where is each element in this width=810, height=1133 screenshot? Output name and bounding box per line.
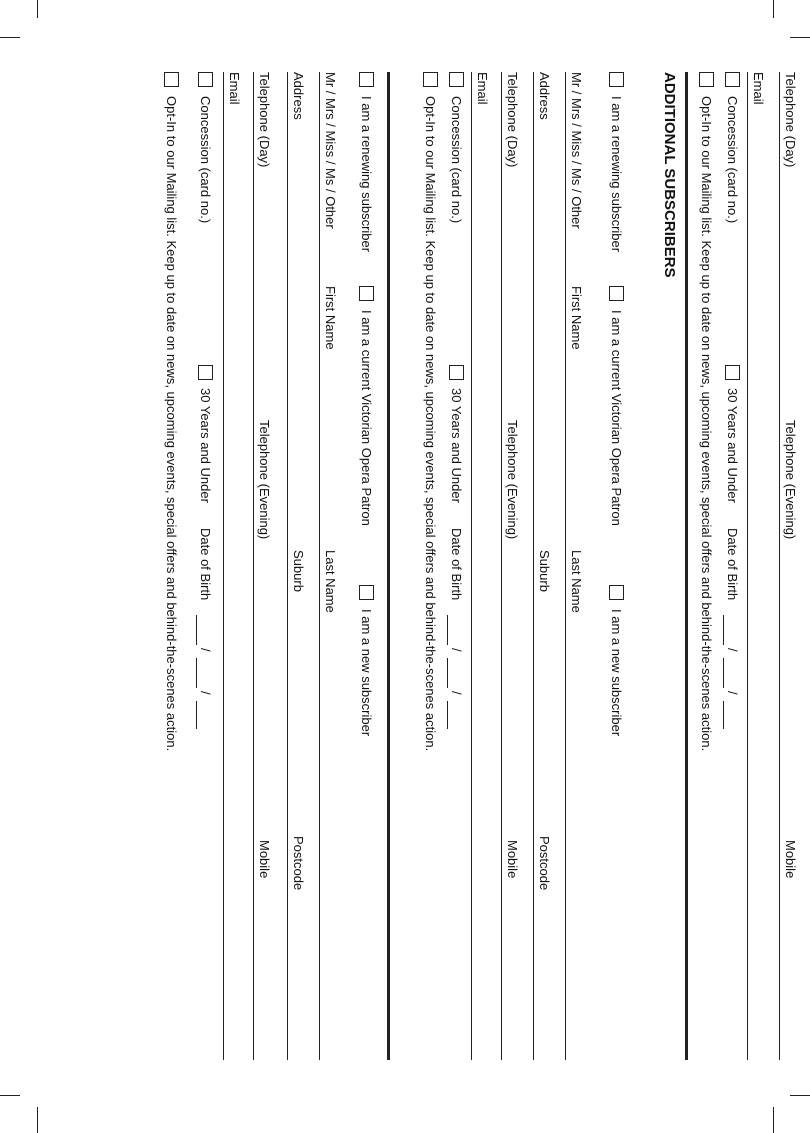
- section-heading: ADDITIONAL SUBSCRIBERS: [661, 72, 678, 278]
- email-field[interactable]: [471, 72, 472, 1060]
- mailing-list-checkbox[interactable]: [699, 72, 714, 87]
- dob-month-field[interactable]: [447, 658, 448, 688]
- telephone-day-label: Telephone (Day): [783, 72, 798, 168]
- mobile-label: Mobile: [505, 840, 520, 879]
- renewing-subscriber-checkbox[interactable]: [609, 72, 624, 87]
- telephone-evening-label: Telephone (Evening): [783, 420, 798, 540]
- opera-patron-label: I am a current Victorian Opera Patron: [609, 310, 624, 526]
- telephone-field[interactable]: [779, 72, 780, 1060]
- first-name-label: First Name: [323, 286, 338, 350]
- address-label: Address: [291, 72, 306, 120]
- address-label: Address: [537, 72, 552, 120]
- under-30-label: 30 Years and Under: [449, 388, 464, 503]
- email-label: Email: [227, 72, 242, 105]
- telephone-evening-label: Telephone (Evening): [257, 420, 272, 540]
- section-divider: [387, 72, 390, 1060]
- mailing-list-label: Opt-In to our Mailing list. Keep up to date on news, upcoming events, special offers and behind-the-scenes action.: [164, 96, 179, 752]
- telephone-day-label: Telephone (Day): [505, 72, 520, 168]
- dob-separator: /: [198, 691, 213, 695]
- opera-patron-checkbox[interactable]: [609, 286, 624, 301]
- under-30-checkbox[interactable]: [449, 365, 464, 380]
- new-subscriber-label: I am a new subscriber: [609, 609, 624, 737]
- renewing-subscriber-label: I am a renewing subscriber: [609, 96, 624, 253]
- under-30-checkbox[interactable]: [725, 365, 740, 380]
- dob-month-field[interactable]: [196, 658, 197, 688]
- dob-day-field[interactable]: [723, 615, 724, 645]
- concession-checkbox[interactable]: [725, 72, 740, 87]
- email-label: Email: [475, 72, 490, 105]
- under-30-checkbox[interactable]: [198, 365, 213, 380]
- dob-day-field[interactable]: [196, 615, 197, 645]
- date-of-birth-label: Date of Birth: [198, 528, 213, 601]
- mobile-label: Mobile: [783, 840, 798, 879]
- under-30-label: 30 Years and Under: [725, 388, 740, 503]
- dob-separator: /: [725, 691, 740, 695]
- last-name-label: Last Name: [569, 550, 584, 613]
- mailing-list-label: Opt-In to our Mailing list. Keep up to date on news, upcoming events, special offers and behind-the-scenes action.: [699, 96, 714, 752]
- dob-separator: /: [725, 648, 740, 652]
- last-name-label: Last Name: [323, 550, 338, 613]
- email-field[interactable]: [223, 72, 224, 1060]
- renewing-subscriber-label: I am a renewing subscriber: [359, 96, 374, 253]
- under-30-label: 30 Years and Under: [198, 388, 213, 503]
- suburb-label: Suburb: [537, 550, 552, 592]
- email-field[interactable]: [747, 72, 748, 1060]
- telephone-field[interactable]: [501, 72, 502, 1060]
- new-subscriber-checkbox[interactable]: [609, 585, 624, 600]
- postcode-label: Postcode: [537, 836, 552, 891]
- email-label: Email: [751, 72, 766, 105]
- name-field[interactable]: [319, 72, 320, 1060]
- dob-year-field[interactable]: [447, 701, 448, 729]
- telephone-evening-label: Telephone (Evening): [505, 420, 520, 540]
- mobile-label: Mobile: [257, 840, 272, 879]
- date-of-birth-label: Date of Birth: [449, 528, 464, 601]
- dob-month-field[interactable]: [723, 658, 724, 688]
- telephone-day-label: Telephone (Day): [257, 72, 272, 168]
- suburb-label: Suburb: [291, 550, 306, 592]
- dob-year-field[interactable]: [723, 701, 724, 729]
- date-of-birth-label: Date of Birth: [725, 528, 740, 601]
- mailing-list-label: Opt-In to our Mailing list. Keep up to date on news, upcoming events, special offers and behind-the-scenes action.: [423, 96, 438, 752]
- dob-separator: /: [198, 648, 213, 652]
- renewing-subscriber-checkbox[interactable]: [359, 72, 374, 87]
- dob-separator: /: [449, 648, 464, 652]
- telephone-field[interactable]: [253, 72, 254, 1060]
- address-field[interactable]: [533, 72, 534, 1060]
- first-name-label: First Name: [569, 286, 584, 350]
- opera-patron-label: I am a current Victorian Opera Patron: [359, 310, 374, 526]
- concession-label: Concession (card no.): [198, 96, 213, 224]
- new-subscriber-checkbox[interactable]: [359, 585, 374, 600]
- mailing-list-checkbox[interactable]: [164, 72, 179, 87]
- new-subscriber-label: I am a new subscriber: [359, 609, 374, 737]
- concession-checkbox[interactable]: [198, 72, 213, 87]
- concession-checkbox[interactable]: [449, 72, 464, 87]
- title-label: Mr / Mrs / Miss / Ms / Other: [569, 72, 584, 229]
- concession-label: Concession (card no.): [725, 96, 740, 224]
- postcode-label: Postcode: [291, 836, 306, 891]
- title-label: Mr / Mrs / Miss / Ms / Other: [323, 72, 338, 229]
- mailing-list-checkbox[interactable]: [423, 72, 438, 87]
- address-field[interactable]: [287, 72, 288, 1060]
- name-field[interactable]: [565, 72, 566, 1060]
- concession-label: Concession (card no.): [449, 96, 464, 224]
- dob-separator: /: [449, 691, 464, 695]
- opera-patron-checkbox[interactable]: [359, 286, 374, 301]
- dob-year-field[interactable]: [196, 701, 197, 729]
- section-divider: [685, 72, 688, 1060]
- dob-day-field[interactable]: [447, 615, 448, 645]
